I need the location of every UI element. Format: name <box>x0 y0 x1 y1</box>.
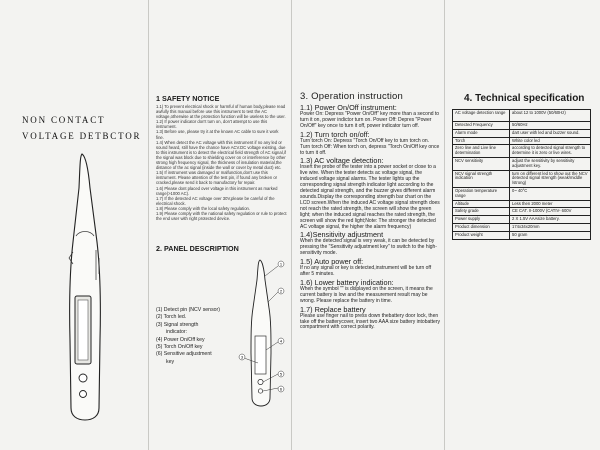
safety-item: 1.2) If power indicator don't turn on, don't attempt to use this instrument. <box>156 119 268 130</box>
operation-panel <box>291 0 444 450</box>
panel-description-heading: 2. PANEL DESCRIPTION <box>156 244 239 253</box>
operation-section <box>300 231 440 257</box>
operation-section-body: If no any signal or key is detected,instrument will be turn off after 5 minutes. <box>300 265 432 278</box>
safety-item: 1.8) Please comply with the local safety regulation. <box>156 205 251 211</box>
spec-value: about 12 to 1000V (50/60Hz) <box>510 110 591 122</box>
safety-item: 1.7) If the detected AC voltage over 30V,please be careful of the electrical shock. <box>156 195 275 206</box>
spec-panel <box>444 0 600 450</box>
operation-section-body: When the detected signal is very weak, it can be detected by pressing the "Sensitivity adjustment key" to switch to the high-sensitivity mode. <box>300 238 437 257</box>
panel-description-item: (4) Power On/Off key <box>156 336 205 343</box>
callout-label: 6 <box>279 386 283 392</box>
table-row <box>453 223 591 231</box>
callout-label: 4 <box>279 338 283 344</box>
operation-section-body: Insert the probe of the tester into a power socket or close to a live wire. When the tester detects ac voltage signal, the induced voltage signal alarms. The tester lights up the corresponding signal strength indicator light according to the detected signal strength, and the buzzer gives different alarm sounds.Display the corresponding strength bar chart on the LCD screen.When the induced AC voltage signal strength does not reach the rated strength, the screen will show the green light; when the induced signal reaches the rated strength, the screen will show the red light;Note: The stronger the detected AC voltage signal, the higher the alarm frequency) <box>300 164 440 230</box>
panel-description-item: (6) Sensitive adjustment <box>156 351 212 358</box>
spec-value: 50 gram <box>510 231 591 239</box>
callout-label: 2 <box>279 288 283 294</box>
table-row <box>453 231 591 239</box>
panel-description-item: (5) Torch On/Off key <box>156 344 203 351</box>
voltage-detector-illustration <box>55 150 115 425</box>
operation-section-title: 1.7) Replace battery <box>300 304 366 314</box>
spec-label: AC voltage detection range <box>453 110 510 122</box>
table-row <box>453 110 591 122</box>
operation-section <box>300 306 440 332</box>
spec-label: Altitude <box>453 200 510 208</box>
safety-item: 1.6) Please dont placed over voltage in this instrument as marked range(>1000 AC). <box>156 185 278 196</box>
panel-description-item: (1) Detect pin (NCV sensor) <box>156 307 220 313</box>
safety-panel <box>148 0 291 450</box>
cover-title-line1: NON CONTACT <box>22 115 106 125</box>
safety-item: 1.3) Before use, please try it at the known AC cable to sure it work fine. <box>156 129 279 140</box>
spec-value: dart user with led and buzzer sound. <box>510 129 591 137</box>
spec-value: 50/60Hz <box>510 122 591 130</box>
spec-value: 0~ 40°C <box>510 187 591 200</box>
spec-value: CE CAT. II-1000V (CATIV- 600V <box>510 208 591 216</box>
spec-heading: 4. Technical specification <box>464 93 585 104</box>
callout-label: 3 <box>240 354 244 360</box>
table-row <box>453 157 591 170</box>
table-row <box>453 129 591 137</box>
spec-label: NCV sensitivity <box>453 157 510 170</box>
table-row <box>453 208 591 216</box>
operation-section-body: Please use finger nail to press down thebattery door lock, then take off the batterycover, insert two AAA size battery intobattery compartment with correct polarity. <box>300 312 440 331</box>
spec-table <box>452 109 591 240</box>
callout-label: 5 <box>279 371 283 377</box>
cover-panel <box>0 0 148 450</box>
cover-title <box>22 112 141 144</box>
safety-list <box>156 104 287 221</box>
table-row <box>453 137 591 145</box>
operation-section-title: 1.5) Auto power off: <box>300 257 364 267</box>
table-row <box>453 122 591 130</box>
safety-item: 1.9) Please comply with the national safety regulation or rule to protect the end user with right protected device. <box>156 210 287 222</box>
spec-label: Alarm mode <box>453 129 510 137</box>
operation-section <box>300 157 440 230</box>
operation-section-body: Turn torch On: Depress "Torch On/Off key to turn torch on. Turn torch Off: When torch on, depress "Torch On/Off key once to turn it off. <box>300 137 440 156</box>
operation-section-body: When the symbol "" is displayed on the screen, it means the current battery is low and the measurement result may be wrong. Please replace the battery in time. <box>300 285 433 304</box>
cover-title-line2: VOLTAGE DETBCTOR <box>22 131 142 141</box>
operation-section-title: 1.4)Sensitivity adjustment <box>300 230 384 240</box>
spec-label: Power supply <box>453 216 510 224</box>
spec-label: Zero line and Live line determination <box>453 145 510 158</box>
safety-item: 1.1) To prevent electrical shock or harmful of human body,please read awfully this manual before use this instrument to test the AC voltage,otherwise at the protection function will be useless to the user. <box>156 104 286 120</box>
spec-value: Less then 2000 meter <box>510 200 591 208</box>
panel-diagram <box>238 258 288 408</box>
table-row <box>453 170 591 187</box>
safety-item: 1.4) When detect the AC voltage with this instrument if no any led or sound heard, still have the chance have ACV.DC voltage existing, due to this instrument is to detect the electrical field strength of AC signal,if the signal was block due to shielding cover on or interference by other strong high frequency signal, the thickness of insulation material,the distance of the ac signal (inside the wall or cover by metal duct) etc. <box>156 139 286 171</box>
operation-section <box>300 131 440 157</box>
spec-label: Safety grade <box>453 208 510 216</box>
panel-description-item: (2) Torch led. <box>156 314 187 321</box>
spec-label: Detected Frequency <box>453 122 510 130</box>
operation-section-title: 1.6) Lower battery indication: <box>300 277 394 287</box>
operation-section-title: 1.3) AC voltage detection: <box>300 156 384 166</box>
safety-item: 1.5) If instrument was damaged or malfunction,don't use this instrument. Please attention of the test pin, if found any broken or cracked,please send it back to manufactory for repair. <box>156 170 278 186</box>
spec-value: 174x34x20mm <box>510 223 591 231</box>
callout-label: 1 <box>279 261 283 267</box>
spec-value: 2 X 1.5V AAAsize battery. <box>510 216 591 224</box>
table-row <box>453 216 591 224</box>
spec-label: NCV signal strength indication <box>453 170 510 187</box>
panel-description-item: (3) Signal strength <box>156 321 199 328</box>
operation-section-title: 1.1) Power On/Off instrument: <box>300 103 397 112</box>
spec-value: adjust the sensitivity by sensitivity adjustment key. <box>510 157 591 170</box>
operation-heading: 3. Operation instruction <box>300 91 404 102</box>
operation-section-body: Power On: Depress "Power On/Off" key more than a second to turn it on, power indictor turn on. Power Off: Depres "Power On/Off" key once to turn it off, power indicator turn off. <box>300 111 440 129</box>
panel-description-list <box>156 307 246 366</box>
table-row <box>453 187 591 200</box>
safety-heading: 1 SAFETY NOTICE <box>156 94 220 103</box>
table-row <box>453 200 591 208</box>
spec-label: Torch <box>453 137 510 145</box>
spec-label: Product dimension <box>453 223 510 231</box>
operation-section <box>300 258 440 278</box>
spec-value: according to detected signal strength to determine it is zero or live wires. <box>510 145 591 158</box>
spec-label: Operation temperature range <box>453 187 510 200</box>
panel-description-item: indicator: <box>166 329 188 336</box>
spec-value: turn on different led to show out the NCV detected signal strength (weak/middle /strong) <box>510 170 591 187</box>
table-row <box>453 145 591 158</box>
panel-description-item: key <box>166 358 175 365</box>
operation-section-title: 1.2) Turn torch on/off: <box>300 129 370 139</box>
operation-section <box>300 104 440 130</box>
spec-value: White color led <box>510 137 591 145</box>
spec-label: Product weight <box>453 231 510 239</box>
operation-section <box>300 279 440 305</box>
